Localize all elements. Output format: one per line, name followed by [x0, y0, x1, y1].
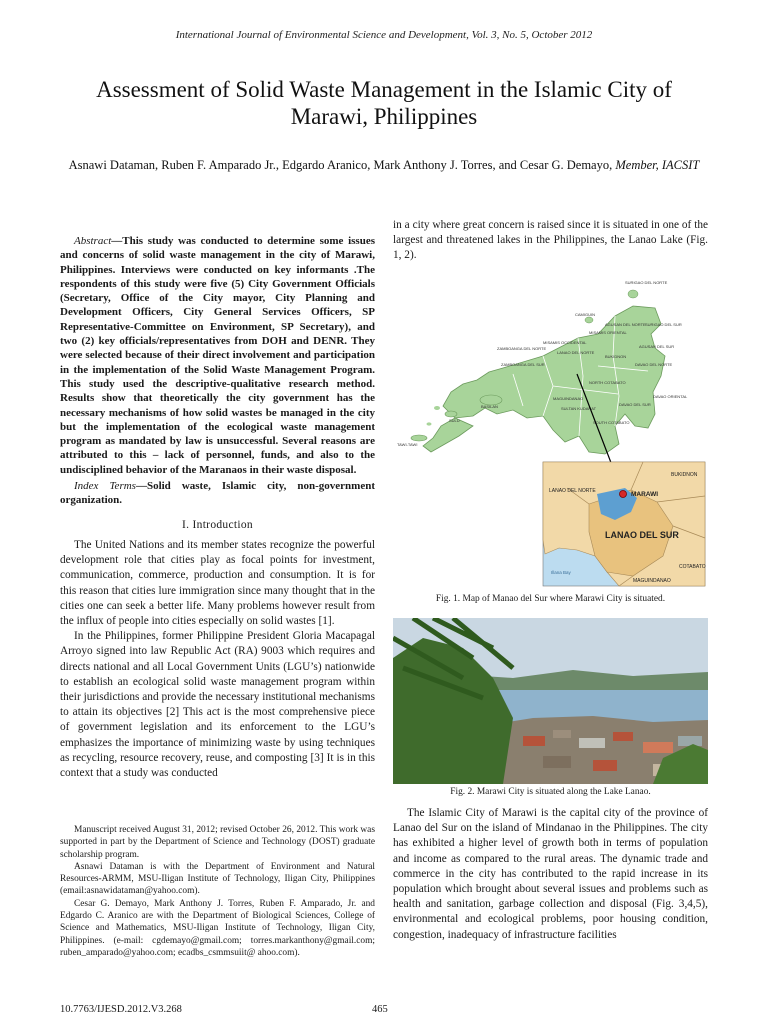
map-label: AGUSAN DEL SUR [639, 344, 675, 349]
map-label: SOUTH COTABATO [593, 420, 630, 425]
map-label: SULTAN KUDARAT [561, 406, 597, 411]
introduction-body [60, 538, 375, 781]
index-terms-lead: Index Terms [74, 480, 136, 492]
paper-title: Assessment of Solid Waste Management in the Islamic City of Marawi, Philippines [96, 77, 672, 129]
inset-label-marawi: MARAWI [631, 491, 659, 498]
map-label: BASILAN [481, 404, 498, 409]
index-terms [60, 479, 375, 508]
surigao-island [628, 290, 638, 298]
inset-label-lanao-sur: LANAO DEL SUR [605, 530, 679, 540]
mindanao-map-svg [393, 276, 708, 588]
sulu-island [445, 411, 457, 417]
inset-label-cotabato: COTABATO [679, 564, 706, 570]
journal-header: International Journal of Environmental Science and Development, Vol. 3, No. 5, October 2012 [175, 29, 593, 41]
inset-label-maguindanao: MAGUINDANAO [633, 578, 671, 584]
figure-2-photo [393, 618, 708, 784]
small-island [427, 422, 432, 425]
author-names: Asnawi Dataman, Ruben F. Amparado Jr., Edgardo Aranico, Mark Anthony J. Torres, and Cesar G. Demayo, [68, 158, 613, 172]
index-terms-text: —Solid waste, Islamic city, non-government organization. [60, 480, 375, 507]
map-label: MAGUINDANAO [553, 396, 584, 401]
marawi-marker [620, 491, 627, 498]
intro-paragraph: In the Philippines, former Philippine President Gloria Macapagal Arroyo signed into law Republic Act (RA) 9003 which requires and directs national and all Local Government Units (LGU’s) nationwide to establish an ecological solid waste management program within their jurisdictions and provide the necessary institutional mechanisms to attain its objectives [2] This act is the most comprehensive piece of government legislation and its enforcement to the LGU’s emphasizes the importance of minimizing waste by using techniques as recycling, resource recovery, reuse, and composting [3] It is in this context that a study was conducted [60, 630, 375, 780]
map-label: DAVAO ORIENTAL [653, 394, 688, 399]
author-list [60, 157, 708, 174]
body-paragraph: The Islamic City of Marawi is the capital city of the province of Lanao del Sur on the island of Mindanao in the Philippines. The city has exhibited a higher level of growth both in terms of population and income as compared to the rural areas. The dynamic trade and commerce in the city has contributed to the rapid increase in its population which brought about several issues and problems such as health and sanitation, garbage collection and disposal (Fig. 3,4,5), environmental and ecological problems, poor housing condition, congestion, inadequacy of infrastructure facilities [393, 807, 708, 941]
map-label: SULU [449, 418, 460, 423]
footnote: Cesar G. Demayo, Mark Anthony J. Torres, Ruben F. Amparado, Jr. and Edgardo C. Aranico are with the Department of Biological Sciences, College of Science and Mathematics, MSU-Iligan Institute of Technology, Iligan City, Philippines. (e-mail: cgdemayo@gmail.com; torres.markanthony@gmail.com; ruben_amparado@yahoo.com; ecadbs_csmmsuiit@ ahoo.com). [60, 898, 375, 958]
abstract-lead: Abstract [74, 235, 112, 247]
inset-label-illana: Illana Bay [551, 570, 571, 575]
figure-2-caption: Fig. 2. Marawi City is situated along the Lake Lanao. [450, 787, 651, 797]
inset-label-bukidnon: BUKIDNON [671, 472, 698, 478]
continuation-text: in a city where great concern is raised since it is situated in one of the largest and threatened lakes in the Philippines, the Lanao Lake (Fig. 1, 2). [393, 219, 708, 262]
map-label: ZAMBOANGA DEL SUR [501, 362, 545, 367]
mindanao-island [443, 306, 665, 454]
marawi-photo-svg [393, 618, 708, 784]
footnote: Manuscript received August 31, 2012; revised October 26, 2012. This work was supported in part by the Department of Science and Technology (DOST) graduate scholarship program. [60, 825, 375, 860]
inset-map [543, 462, 706, 586]
map-label: SURIGAO DEL NORTE [625, 280, 668, 285]
map-label: LANAO DEL NORTE [557, 350, 595, 355]
map-label: MISAMIS ORIENTAL [589, 330, 627, 335]
map-label: DAVAO DEL NORTE [635, 362, 673, 367]
map-label: BUKIDNON [605, 354, 627, 359]
map-label: AGUSAN DEL NORTE [605, 322, 646, 327]
right-column-intro-continuation [393, 218, 708, 264]
right-column-paragraph [393, 806, 708, 943]
map-label: MISAMIS OCCIDENTAL [543, 340, 587, 345]
small-island [434, 406, 440, 410]
map-label: SURIGAO DEL SUR [645, 322, 682, 327]
camiguin-island [585, 317, 593, 323]
footnotes [60, 824, 375, 959]
intro-paragraph: The United Nations and its member states recognize the powerful development role that cities play as focal points for investment, communication, commerce, production and consumption. It is for this reason that cities lure immigration since many thought that in the cities one can seek a better life. Many problems however result from the influx of people into cities especially on solid wastes [1]. [60, 539, 375, 628]
figure-1-map [393, 276, 708, 588]
map-label: TAWI-TAWI [397, 442, 418, 447]
page-number: 465 [372, 1004, 388, 1015]
map-label: CAMIGUIN [575, 312, 595, 317]
inset-label-lanao-norte: LANAO DEL NORTE [549, 488, 596, 494]
author-membership: Member, IACSIT [615, 158, 700, 172]
tawitawi-island [411, 435, 427, 441]
map-label: ZAMBOANGA DEL NORTE [497, 346, 547, 351]
figure-1-caption: Fig. 1. Map of Manao del Sur where Marawi City is situated. [435, 594, 666, 604]
map-label: DAVAO DEL SUR [619, 402, 651, 407]
section-heading-introduction: I. Introduction [182, 519, 253, 531]
abstract-text: —This study was conducted to determine some issues and concerns of solid waste management in the city of Marawi, Philippines. Interviews were conducted on key informants .The respondents of this study were five (5) City Government Officials (Secretary, Office of the City mayor, City Planning and Development Officers, City General Services Officers, SP Representative-Committee on Environment, SP Secretary), and two (2) key officials/representatives from DOH and DENR. They were selected because of their direct involvement and participation in the implementation of the Solid Waste Management Program. This study used the descriptive-qualitative research method. Results show that theoretically the city government has the necessary mechanisms of how solid wastes be managed in the city but the implementation of the ecological waste management program as mandated by law is unsuccessful. Several reasons are attributed to this – lack of personnel, funds, and also to the undisciplined behavior of the Maranaos in their waste disposal. [60, 235, 375, 476]
doi: 10.7763/IJESD.2012.V3.268 [60, 1004, 182, 1015]
footnote: Asnawi Dataman is with the Department of Environment and Natural Resources-ARMM, MSU-Iligan Institute of Technology, Iligan City, Philippines (email:asnawidataman@yahoo.com). [60, 861, 375, 897]
abstract [60, 234, 375, 477]
map-label: NORTH COTABATO [589, 380, 626, 385]
